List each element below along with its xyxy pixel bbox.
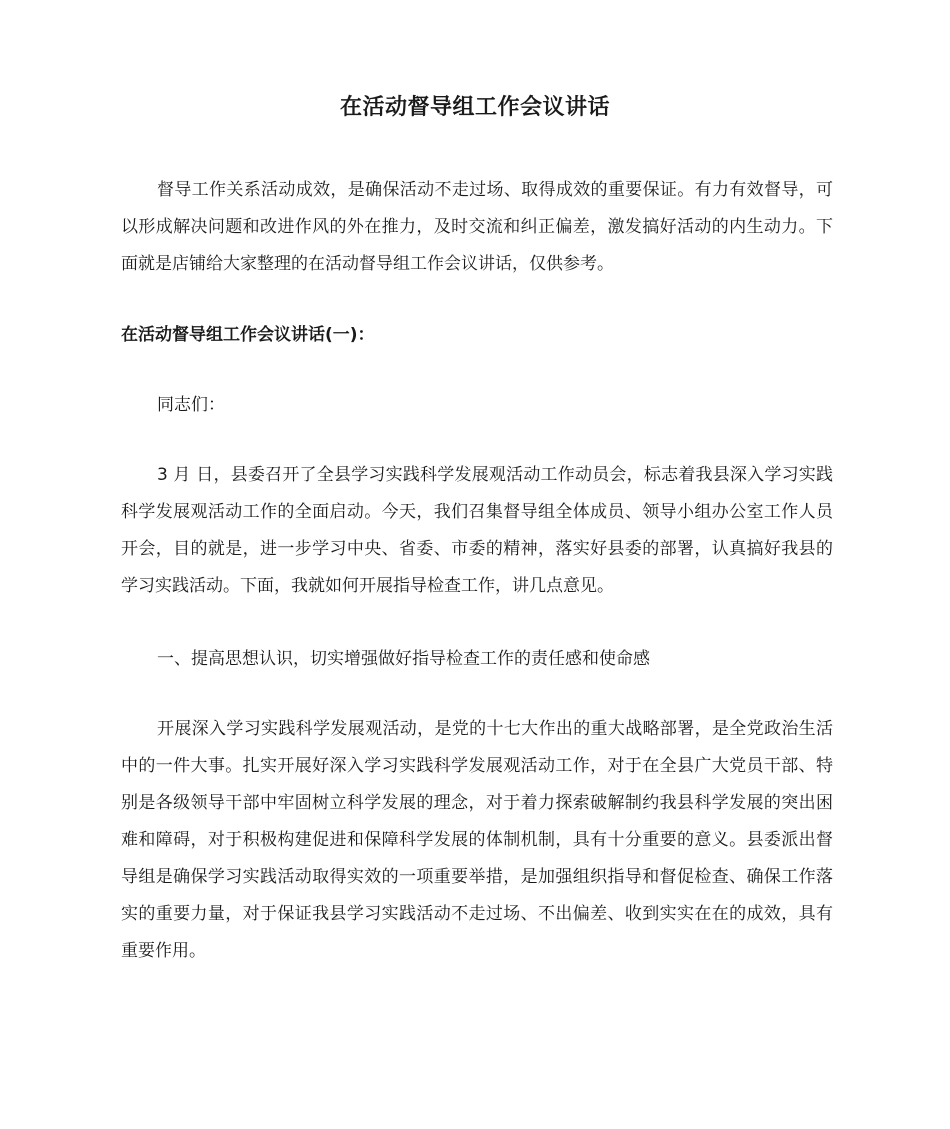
salutation: 同志们： — [157, 395, 225, 415]
document-title: 在活动督导组工作会议讲话 — [339, 95, 610, 120]
opening-paragraph: 3 月 日，县委召开了全县学习实践科学发展观活动工作动员会，标志着我县深入学习实践科学发展观活动工作的全面启动。今天，我们召集督导组全体成员、领导小组办公室工作人员开会，目的就是，进一步学习中央、省委、市委的精神，落实好县委的部署，认真搞好我县的学习实践活动。下面，我就如何开展指导检查工作，讲几点意见。 — [121, 465, 833, 596]
section-heading: 在活动督导组工作会议讲话(一)： — [121, 325, 375, 345]
point-one-heading: 一、提高思想认识，切实增强做好指导检查工作的责任感和使命感 — [157, 649, 650, 669]
point-one-body: 开展深入学习实践科学发展观活动，是党的十七大作出的重大战略部署，是全党政治生活中的一件大事。扎实开展好深入学习实践科学发展观活动工作，对于在全县广大党员干部、特别是各级领导干部中牢固树立科学发展的理念，对于着力探索破解制约我县科学发展的突出困难和障碍，对于积极构建促进和保障科学发展的体制机制，具有十分重要的意义。县委派出督导组是确保学习实践活动取得实效的一项重要举措，是加强组织指导和督促检查、确保工作落实的重要力量，对于保证我县学习实践活动不走过场、不出偏差、收到实实在在的成效，具有重要作用。 — [121, 719, 833, 961]
intro-paragraph: 督导工作关系活动成效，是确保活动不走过场、取得成效的重要保证。有力有效督导，可以形成解决问题和改进作风的外在推力，及时交流和纠正偏差，激发搞好活动的内生动力。下面就是店铺给大家整理的在活动督导组工作会议讲话，仅供参考。 — [121, 180, 833, 274]
